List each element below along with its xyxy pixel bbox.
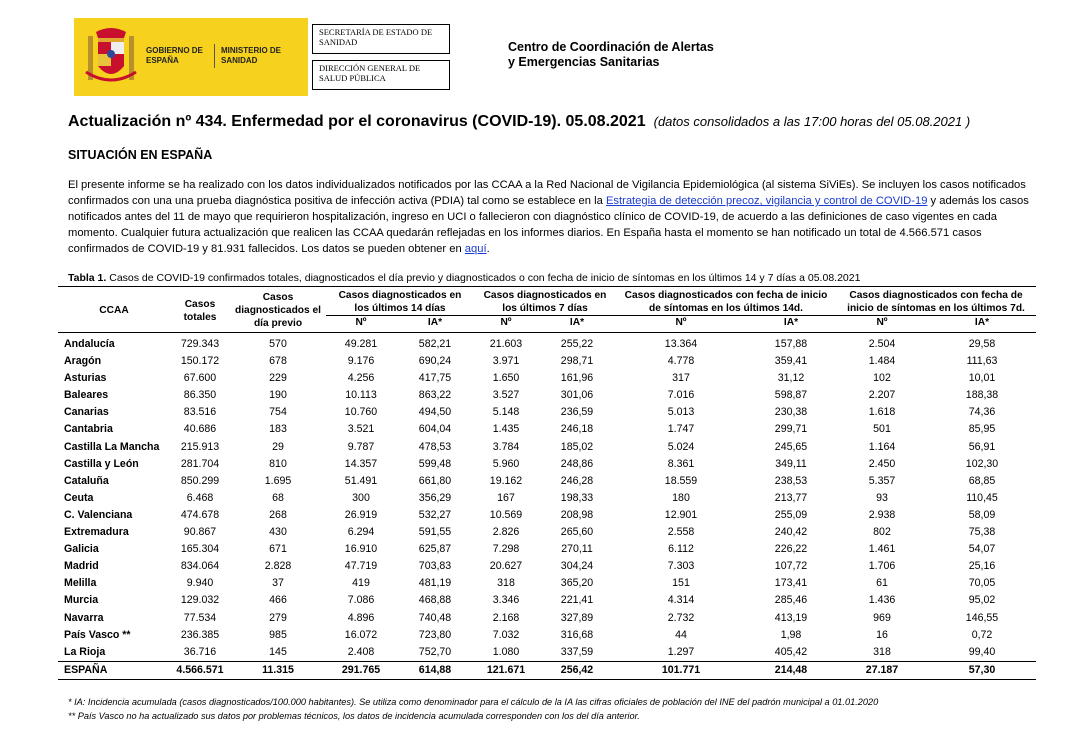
value-cell: 1.164 <box>868 440 896 453</box>
value-cell: 599,48 <box>418 457 452 470</box>
table-caption-label: Tabla 1. <box>68 272 107 284</box>
value-cell: 255,22 <box>560 338 594 350</box>
value-cell: 75,38 <box>968 526 996 539</box>
ccaa-name-cell: Asturias <box>64 372 107 385</box>
covid-cases-table <box>58 286 1036 680</box>
ccaa-name-cell: Extremadura <box>64 526 129 539</box>
value-cell: 5.024 <box>667 440 695 453</box>
value-cell: 180 <box>672 491 690 504</box>
value-cell: 61 <box>876 577 888 590</box>
value-cell: 752,70 <box>418 645 452 658</box>
value-cell: 190 <box>269 389 287 402</box>
value-cell: 802 <box>873 526 891 539</box>
value-cell: 7.086 <box>347 594 375 607</box>
value-cell: 413,19 <box>774 611 808 624</box>
section-title: SITUACIÓN EN ESPAÑA <box>68 148 213 162</box>
coat-of-arms-icon <box>84 26 138 88</box>
value-cell: 18.559 <box>664 474 698 487</box>
header-n-7: Nº <box>500 317 512 328</box>
value-cell: 2.558 <box>667 526 695 539</box>
header-previo-text: Casos diagnosticados el día previo <box>234 292 322 329</box>
table-row <box>58 558 1036 575</box>
value-cell: 10.760 <box>344 406 378 419</box>
value-cell: 318 <box>873 645 891 658</box>
value-cell: 405,42 <box>774 645 808 658</box>
value-cell: 213,77 <box>774 491 808 504</box>
table-row <box>58 575 1036 592</box>
value-cell: 27.187 <box>836 661 928 679</box>
header-ia-7: IA* <box>569 317 585 328</box>
value-cell: 68 <box>272 491 284 504</box>
value-cell: 14.357 <box>344 457 378 470</box>
value-cell: 740,48 <box>418 611 452 624</box>
ccaa-name-cell: ESPAÑA <box>58 661 170 679</box>
value-cell: 165.304 <box>180 543 220 556</box>
value-cell: 6.294 <box>347 526 375 539</box>
ccaa-name-cell: C. Valenciana <box>64 508 133 521</box>
value-cell: 129.032 <box>180 594 220 607</box>
value-cell: 167 <box>497 491 515 504</box>
value-cell: 494,50 <box>418 406 452 419</box>
value-cell: 2.828 <box>264 560 292 573</box>
value-cell: 150.172 <box>180 355 220 368</box>
value-cell: 157,88 <box>774 338 808 350</box>
value-cell: 7.032 <box>492 628 520 641</box>
value-cell: 255,09 <box>774 508 808 521</box>
value-cell: 1.435 <box>492 423 520 436</box>
report-title <box>68 113 970 131</box>
value-cell: 430 <box>269 526 287 539</box>
header-group-sint-14 <box>616 287 836 316</box>
table-row <box>58 353 1036 370</box>
value-cell: 466 <box>269 594 287 607</box>
value-cell: 327,89 <box>560 611 594 624</box>
table-row <box>58 404 1036 421</box>
value-cell: 265,60 <box>560 526 594 539</box>
header-group-sint-7-text: Casos diagnosticados con fecha de inicio de síntomas en los últimos 7d. <box>847 290 1025 314</box>
value-cell: 57,30 <box>928 661 1036 679</box>
value-cell: 10.569 <box>489 508 523 521</box>
intro-paragraph <box>68 177 1030 257</box>
header-group-14-text: Casos diagnosticados en los últimos 14 días <box>338 290 462 314</box>
value-cell: 101.771 <box>616 661 746 679</box>
value-cell: 240,42 <box>774 526 808 539</box>
table-body <box>58 333 1036 680</box>
value-cell: 754 <box>269 406 287 419</box>
footnote-pais-vasco: ** País Vasco no ha actualizado sus datos por problemas técnicos, los datos de incidencia acumulada corresponden con los del día anterior. <box>68 711 640 721</box>
value-cell: 1.436 <box>868 594 896 607</box>
ccaa-name-cell: País Vasco ** <box>64 628 131 641</box>
value-cell: 291.765 <box>326 661 396 679</box>
value-cell: 16.072 <box>344 628 378 641</box>
value-cell: 256,42 <box>538 661 616 679</box>
data-link[interactable]: aquí <box>464 243 487 255</box>
value-cell: 4.896 <box>347 611 375 624</box>
table-row <box>58 627 1036 644</box>
value-cell: 501 <box>873 423 891 436</box>
value-cell: 248,86 <box>560 457 594 470</box>
header-ccaa: CCAA <box>99 305 129 316</box>
value-cell: 985 <box>269 628 287 641</box>
value-cell: 44 <box>675 628 687 641</box>
value-cell: 729.343 <box>180 338 220 350</box>
value-cell: 238,53 <box>774 474 808 487</box>
table-row <box>58 644 1036 662</box>
value-cell: 3.346 <box>492 594 520 607</box>
value-cell: 9.176 <box>347 355 375 368</box>
value-cell: 6.112 <box>668 543 694 556</box>
header-group-7 <box>474 287 616 316</box>
value-cell: 3.971 <box>492 355 520 368</box>
value-cell: 281.704 <box>180 457 220 470</box>
value-cell: 188,38 <box>965 389 999 402</box>
value-cell: 349,11 <box>775 457 807 470</box>
header-group-7-text: Casos diagnosticados en los últimos 7 días <box>483 290 607 314</box>
value-cell: 2.504 <box>868 338 896 350</box>
value-cell: 1.695 <box>264 474 292 487</box>
ccaa-name-cell: Ceuta <box>64 491 94 504</box>
ccaa-name-cell: Madrid <box>64 560 99 573</box>
value-cell: 67.600 <box>183 372 217 385</box>
table-row <box>58 524 1036 541</box>
value-cell: 21.603 <box>489 338 523 350</box>
value-cell: 37 <box>272 577 284 590</box>
table-row <box>58 490 1036 507</box>
value-cell: 183 <box>269 423 287 436</box>
government-label: GOBIERNO DE ESPAÑA <box>146 46 203 65</box>
value-cell: 2.938 <box>868 508 896 521</box>
value-cell: 70,05 <box>968 577 996 590</box>
value-cell: 245,65 <box>774 440 808 453</box>
value-cell: 10,01 <box>968 372 996 385</box>
value-cell: 598,87 <box>774 389 808 402</box>
header-n-14: Nº <box>355 317 367 328</box>
value-cell: 173,41 <box>774 577 808 590</box>
ministry-label: MINISTERIO DE SANIDAD <box>221 46 282 65</box>
value-cell: 481,19 <box>418 577 452 590</box>
value-cell: 4.778 <box>667 355 695 368</box>
header-totales-text: Casos totales <box>183 298 217 323</box>
center-name: Centro de Coordinación de Alertas y Emergencias Sanitarias <box>508 40 714 69</box>
document-header <box>0 0 1067 110</box>
value-cell: 703,83 <box>418 560 452 573</box>
value-cell: 90.867 <box>183 526 217 539</box>
value-cell: 300 <box>352 491 370 504</box>
value-cell: 478,53 <box>418 440 452 453</box>
value-cell: 5.357 <box>868 474 896 487</box>
table-row <box>58 507 1036 524</box>
value-cell: 19.162 <box>489 474 523 487</box>
value-cell: 318 <box>497 577 515 590</box>
value-cell: 304,24 <box>560 560 594 573</box>
ccaa-name-cell: La Rioja <box>64 645 106 658</box>
value-cell: 1.618 <box>868 406 896 419</box>
value-cell: 270,11 <box>561 543 593 556</box>
table-row <box>58 387 1036 404</box>
value-cell: 6.468 <box>186 491 214 504</box>
value-cell: 614,88 <box>396 661 474 679</box>
value-cell: 99,40 <box>968 645 996 658</box>
value-cell: 10.113 <box>345 389 377 402</box>
ccaa-name-cell: Cantabria <box>64 423 113 436</box>
header-previo <box>230 287 326 333</box>
header-ia-sint-7: IA* <box>974 317 990 328</box>
value-cell: 161,96 <box>560 372 594 385</box>
value-cell: 236.385 <box>180 628 220 641</box>
value-cell: 40.686 <box>183 423 217 436</box>
value-cell: 570 <box>269 338 287 350</box>
value-cell: 3.521 <box>347 423 375 436</box>
value-cell: 20.627 <box>489 560 523 573</box>
value-cell: 102 <box>873 372 891 385</box>
table-row <box>58 592 1036 609</box>
value-cell: 9.787 <box>347 440 375 453</box>
value-cell: 1.297 <box>667 645 695 658</box>
header-ia-sint-14: IA* <box>783 317 799 328</box>
ccaa-name-cell: Melilla <box>64 577 97 590</box>
value-cell: 36.716 <box>183 645 217 658</box>
value-cell: 356,29 <box>418 491 452 504</box>
government-logo-block <box>74 18 308 96</box>
value-cell: 7.016 <box>667 389 695 402</box>
value-cell: 723,80 <box>418 628 452 641</box>
value-cell: 301,06 <box>560 389 594 402</box>
value-cell: 4.314 <box>667 594 695 607</box>
value-cell: 236,59 <box>560 406 594 419</box>
value-cell: 690,24 <box>418 355 452 368</box>
value-cell: 111,63 <box>966 355 998 368</box>
value-cell: 3.527 <box>492 389 520 402</box>
value-cell: 8.361 <box>667 457 695 470</box>
value-cell: 1.461 <box>868 543 896 556</box>
value-cell: 151 <box>672 577 690 590</box>
value-cell: 74,36 <box>968 406 996 419</box>
table-row <box>58 421 1036 438</box>
value-cell: 51.491 <box>344 474 378 487</box>
value-cell: 9.940 <box>186 577 214 590</box>
value-cell: 863,22 <box>418 389 452 402</box>
header-group-sint-7 <box>836 287 1036 316</box>
value-cell: 1.650 <box>492 372 520 385</box>
value-cell: 226,22 <box>774 543 808 556</box>
value-cell: 279 <box>269 611 287 624</box>
value-cell: 2.450 <box>868 457 896 470</box>
value-cell: 317 <box>672 372 690 385</box>
ccaa-name-cell: Navarra <box>64 611 104 624</box>
ccaa-name-cell: Castilla y León <box>64 457 139 470</box>
value-cell: 85,95 <box>968 423 996 436</box>
value-cell: 337,59 <box>560 645 594 658</box>
header-n-sint-7: Nº <box>876 317 888 328</box>
header-group-sint-14-text: Casos diagnosticados con fecha de inicio de síntomas en los últimos 14d. <box>624 290 828 314</box>
ccaa-name-cell: Murcia <box>64 594 99 607</box>
value-cell: 661,80 <box>418 474 452 487</box>
value-cell: 208,98 <box>560 508 594 521</box>
ccaa-name-cell: Canarias <box>64 406 109 419</box>
value-cell: 215.913 <box>180 440 220 453</box>
value-cell: 86.350 <box>183 389 217 402</box>
value-cell: 246,28 <box>560 474 594 487</box>
report-title-note: (datos consolidados a las 17:00 horas del 05.08.2021 ) <box>653 114 971 129</box>
value-cell: 474.678 <box>180 508 220 521</box>
value-cell: 229 <box>269 372 287 385</box>
value-cell: 1,98 <box>780 628 802 641</box>
table-total-row <box>58 661 1036 679</box>
value-cell: 359,41 <box>774 355 808 368</box>
value-cell: 678 <box>269 355 287 368</box>
value-cell: 1.080 <box>492 645 520 658</box>
value-cell: 4.566.571 <box>170 661 230 679</box>
table-row <box>58 610 1036 627</box>
header-group-14 <box>326 287 474 316</box>
value-cell: 230,38 <box>774 406 808 419</box>
value-cell: 12.901 <box>664 508 698 521</box>
value-cell: 625,87 <box>418 543 452 556</box>
value-cell: 671 <box>269 543 287 556</box>
value-cell: 93 <box>876 491 888 504</box>
ccaa-name-cell: Cataluña <box>64 474 109 487</box>
ccaa-name-cell: Baleares <box>64 389 109 402</box>
secretaria-block <box>312 24 452 94</box>
value-cell: 56,91 <box>968 440 996 453</box>
value-cell: 102,30 <box>965 457 999 470</box>
table-caption-text: Casos de COVID-19 confirmados totales, diagnosticados el día previo y diagnosticados o con fecha de inicio de síntomas en los últimos 14 y 7 días a 05.08.2021 <box>106 272 861 284</box>
value-cell: 7.303 <box>667 560 695 573</box>
value-cell: 145 <box>269 645 287 658</box>
intro-text-1: El presente informe se ha realizado con los datos individualizados notificados por las CCAA a la Red Nacional de Vigilancia Epidemiológica (al sistema SiViEs). Se incluyen los casos notificados confirmados con una una prueba diagnóstica positiva de infección activa (PDIA) tal como se establece en la <box>68 179 1026 207</box>
value-cell: 54,07 <box>968 543 996 556</box>
value-cell: 468,88 <box>418 594 452 607</box>
value-cell: 5.013 <box>667 406 695 419</box>
footnote-ia: * IA: Incidencia acumulada (casos diagnosticados/100.000 habitantes). Se utiliza como denominador para el cálculo de la IA las cifras oficiales de población del INE del padrón municipal a 01.01.2020 <box>68 697 879 707</box>
table-caption <box>68 272 860 284</box>
value-cell: 26.919 <box>344 508 378 521</box>
value-cell: 11.315 <box>230 661 326 679</box>
value-cell: 2.207 <box>868 389 896 402</box>
strategy-link[interactable]: Estrategia de detección precoz, vigilancia y control de COVID-19 <box>605 195 928 207</box>
value-cell: 604,04 <box>418 423 452 436</box>
value-cell: 0,72 <box>971 628 993 641</box>
value-cell: 5.960 <box>492 457 520 470</box>
value-cell: 1.706 <box>868 560 896 573</box>
direccion-label: DIRECCIÓN GENERAL DE SALUD PÚBLICA <box>312 60 450 90</box>
value-cell: 4.256 <box>347 372 375 385</box>
value-cell: 7.298 <box>492 543 520 556</box>
value-cell: 214,48 <box>746 661 836 679</box>
value-cell: 582,21 <box>418 338 452 350</box>
table-row <box>58 333 1036 354</box>
value-cell: 29 <box>272 440 284 453</box>
value-cell: 810 <box>269 457 287 470</box>
intro-text-2: y además los casos notificados antes del 11 de mayo que requirieron hospitalización, ingreso en UCI o fallecieron con diagnóstico clínico de COVID-19, de acuerdo a las definiciones de caso vigentes en cada momento. Cualquier futura actualización que realicen las CCAA quedarán reflejadas en los informes diarios. En España hasta el momento se han notificado un total de 4.566.571 casos confirmados de COVID-19 y 81.931 fallecidos. Los datos se pueden obtener en <box>68 195 1029 255</box>
value-cell: 2.732 <box>667 611 695 624</box>
ccaa-name-cell: Galicia <box>64 543 99 556</box>
value-cell: 1.484 <box>868 355 896 368</box>
value-cell: 29,58 <box>968 338 996 350</box>
value-cell: 221,41 <box>560 594 594 607</box>
header-ia-14: IA* <box>427 317 443 328</box>
value-cell: 419 <box>352 577 370 590</box>
value-cell: 365,20 <box>560 577 594 590</box>
value-cell: 834.064 <box>180 560 220 573</box>
value-cell: 83.516 <box>183 406 217 419</box>
value-cell: 316,68 <box>560 628 594 641</box>
value-cell: 2.168 <box>492 611 520 624</box>
value-cell: 47.719 <box>344 560 378 573</box>
ccaa-name-cell: Aragón <box>64 355 102 368</box>
value-cell: 246,18 <box>560 423 594 436</box>
table-row <box>58 456 1036 473</box>
table-row <box>58 541 1036 558</box>
intro-text-3: . <box>486 243 490 255</box>
value-cell: 532,27 <box>418 508 452 521</box>
ccaa-name-cell: Andalucía <box>64 338 115 350</box>
value-cell: 1.747 <box>667 423 695 436</box>
value-cell: 58,09 <box>968 508 996 521</box>
value-cell: 5.148 <box>492 406 520 419</box>
table-row <box>58 473 1036 490</box>
value-cell: 198,33 <box>560 491 594 504</box>
value-cell: 285,46 <box>774 594 808 607</box>
report-title-text: Actualización nº 434. Enfermedad por el coronavirus (COVID-19). 05.08.2021 <box>68 113 646 130</box>
value-cell: 146,55 <box>965 611 999 624</box>
value-cell: 16 <box>876 628 888 641</box>
table-row <box>58 370 1036 387</box>
value-cell: 31,12 <box>777 372 805 385</box>
table-row <box>58 439 1036 456</box>
value-cell: 850.299 <box>180 474 220 487</box>
value-cell: 77.534 <box>183 611 217 624</box>
value-cell: 185,02 <box>560 440 594 453</box>
value-cell: 299,71 <box>774 423 808 436</box>
header-totales <box>170 287 230 333</box>
value-cell: 25,16 <box>968 560 996 573</box>
value-cell: 121.671 <box>474 661 538 679</box>
value-cell: 3.784 <box>492 440 520 453</box>
value-cell: 68,85 <box>968 474 996 487</box>
value-cell: 110,45 <box>966 491 998 504</box>
value-cell: 591,55 <box>418 526 452 539</box>
value-cell: 95,02 <box>968 594 996 607</box>
value-cell: 49.281 <box>344 338 378 350</box>
logo-divider <box>214 44 215 68</box>
header-n-sint-14: Nº <box>675 317 687 328</box>
value-cell: 16.910 <box>344 543 378 556</box>
value-cell: 417,75 <box>418 372 452 385</box>
ccaa-name-cell: Castilla La Mancha <box>64 440 160 453</box>
value-cell: 2.408 <box>347 645 375 658</box>
value-cell: 2.826 <box>492 526 520 539</box>
value-cell: 107,72 <box>774 560 808 573</box>
secretaria-label: SECRETARÍA DE ESTADO DE SANIDAD <box>312 24 450 54</box>
value-cell: 298,71 <box>560 355 594 368</box>
value-cell: 13.364 <box>664 338 698 350</box>
value-cell: 268 <box>269 508 287 521</box>
value-cell: 969 <box>873 611 891 624</box>
